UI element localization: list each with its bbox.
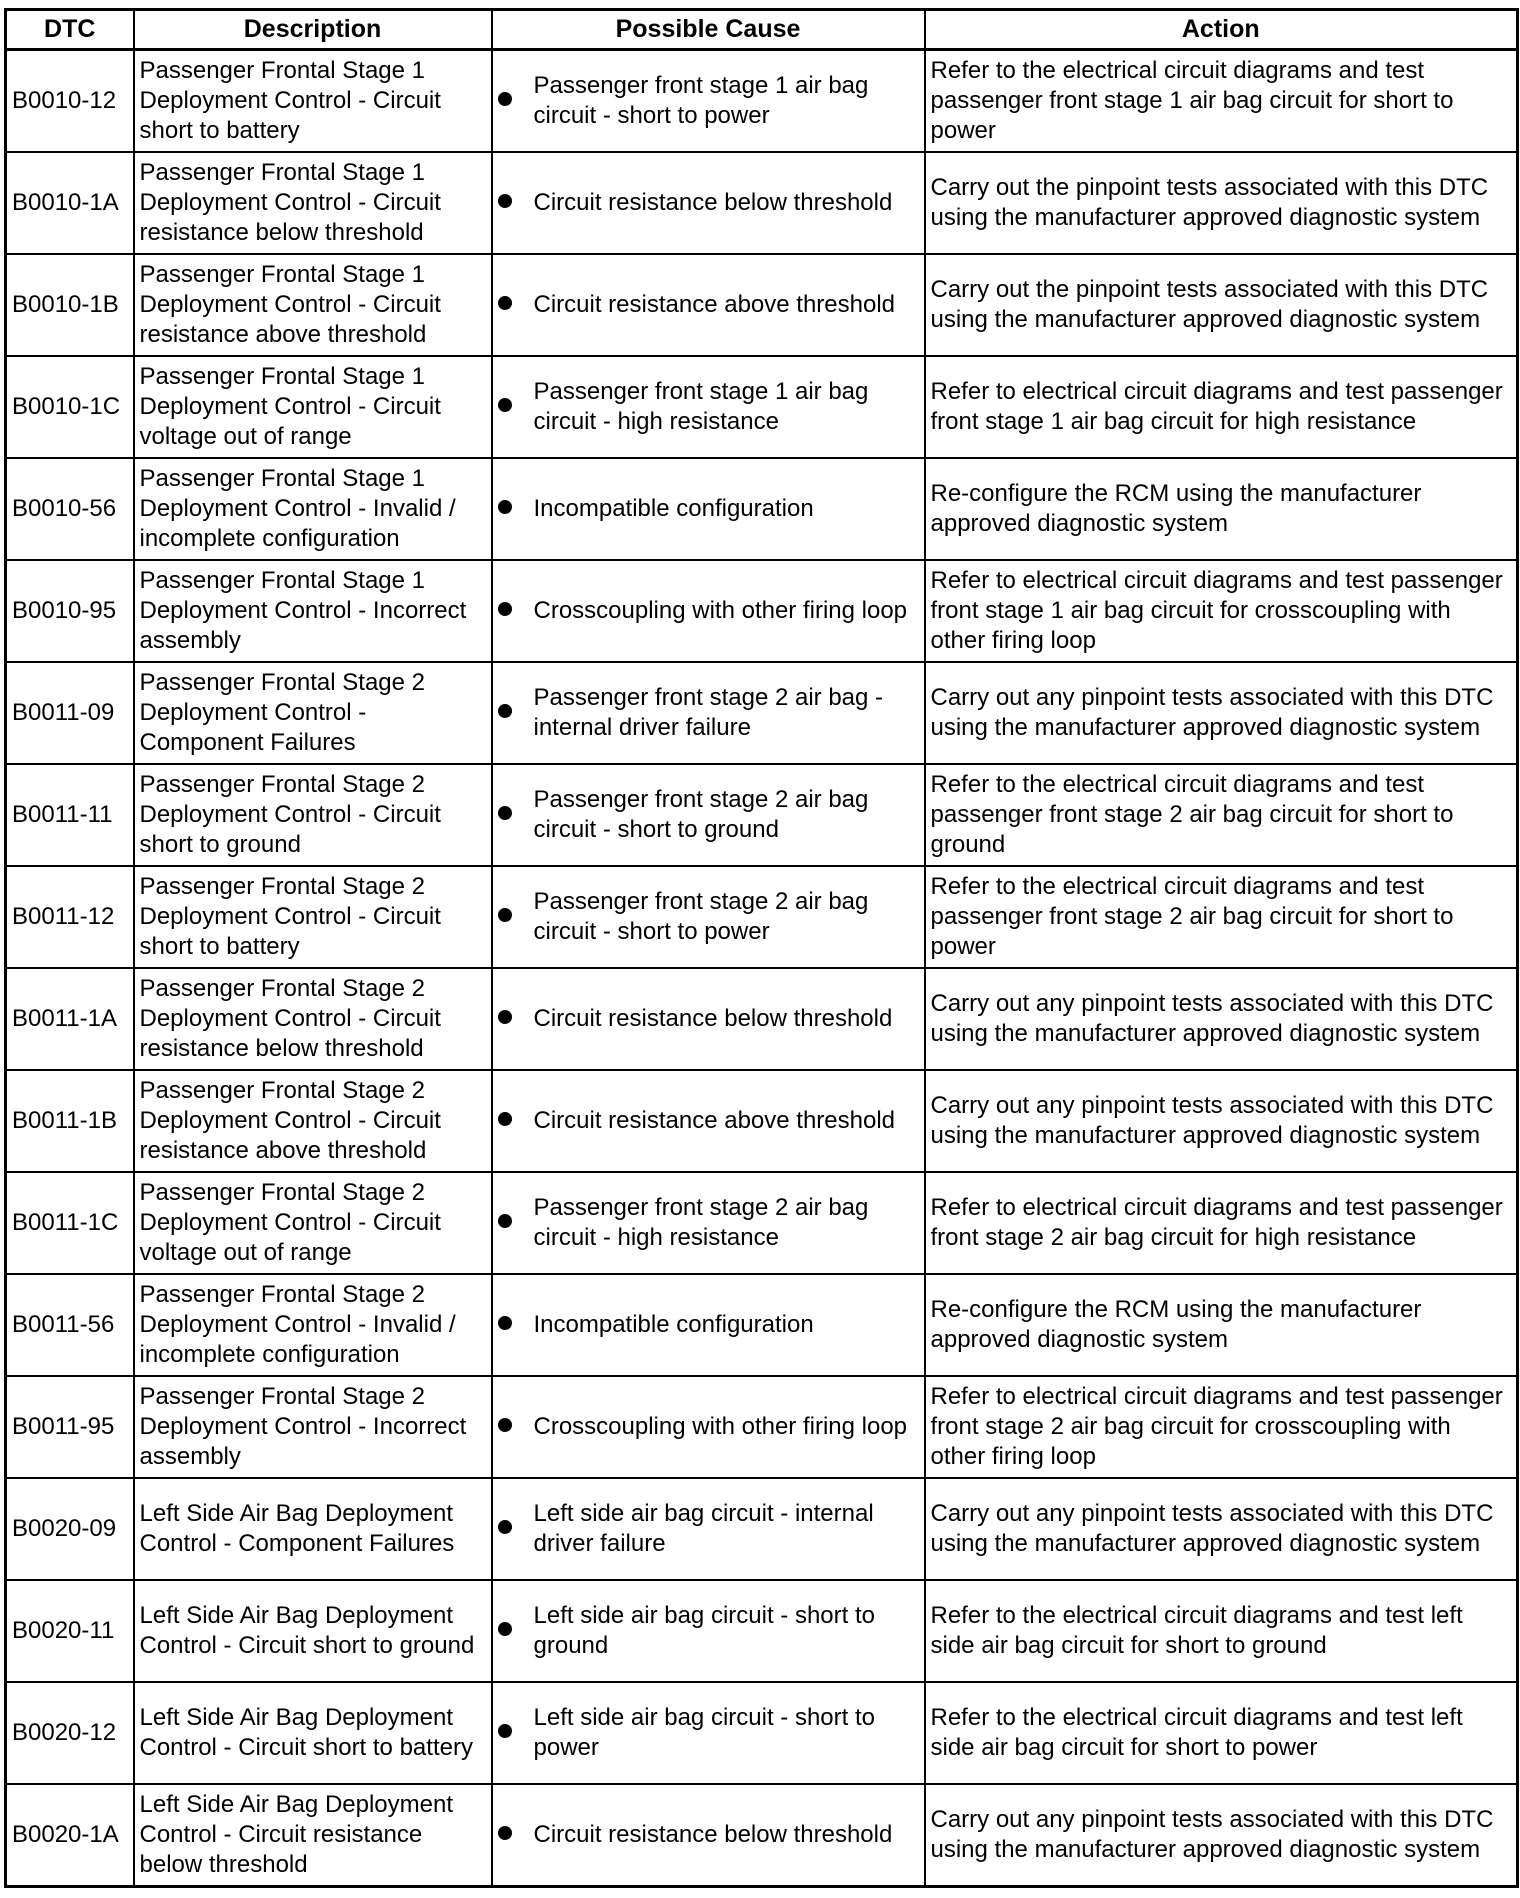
description-cell: Passenger Frontal Stage 1 Deployment Control - Circuit resistance below threshold xyxy=(134,152,492,254)
action-cell: Carry out the pinpoint tests associated with this DTC using the manufacturer approved diagnostic system xyxy=(925,254,1518,356)
table-row xyxy=(6,968,1518,1070)
action-cell: Carry out any pinpoint tests associated with this DTC using the manufacturer approved diagnostic system xyxy=(925,968,1518,1070)
header-action: Action xyxy=(925,10,1518,50)
possible-cause-text: Passenger front stage 1 air bag circuit - high resistance xyxy=(533,378,869,435)
header-row xyxy=(6,10,1518,50)
table-row xyxy=(6,458,1518,560)
description-cell: Passenger Frontal Stage 1 Deployment Control - Invalid / incomplete configuration xyxy=(134,458,492,560)
bullet-icon xyxy=(498,1010,512,1024)
possible-cause-cell xyxy=(492,968,925,1070)
bullet-icon xyxy=(498,1826,512,1840)
table-row xyxy=(6,1580,1518,1682)
table-row xyxy=(6,1172,1518,1274)
possible-cause-text: Passenger front stage 1 air bag circuit - short to power xyxy=(533,72,869,129)
dtc-code-cell: B0011-1C xyxy=(6,1172,134,1274)
table-row xyxy=(6,1070,1518,1172)
dtc-code-cell: B0020-1A xyxy=(6,1784,134,1887)
possible-cause-cell xyxy=(492,1070,925,1172)
description-cell: Passenger Frontal Stage 2 Deployment Control - Component Failures xyxy=(134,662,492,764)
table-row xyxy=(6,152,1518,254)
dtc-code-cell: B0020-12 xyxy=(6,1682,134,1784)
description-cell: Left Side Air Bag Deployment Control - Component Failures xyxy=(134,1478,492,1580)
possible-cause-text: Incompatible configuration xyxy=(533,1311,814,1338)
bullet-icon xyxy=(498,704,512,718)
action-cell: Refer to the electrical circuit diagrams and test passenger front stage 1 air bag circuit for short to power xyxy=(925,50,1518,153)
description-cell: Passenger Frontal Stage 2 Deployment Control - Invalid / incomplete configuration xyxy=(134,1274,492,1376)
table-row xyxy=(6,560,1518,662)
header-possible-cause: Possible Cause xyxy=(492,10,925,50)
action-cell: Carry out any pinpoint tests associated with this DTC using the manufacturer approved diagnostic system xyxy=(925,1070,1518,1172)
table-header xyxy=(6,10,1518,50)
table-row xyxy=(6,866,1518,968)
dtc-code-cell: B0011-56 xyxy=(6,1274,134,1376)
possible-cause-text: Crosscoupling with other firing loop xyxy=(533,597,908,624)
action-cell: Re-configure the RCM using the manufacturer approved diagnostic system xyxy=(925,458,1518,560)
possible-cause-text: Circuit resistance below threshold xyxy=(533,1005,893,1032)
possible-cause-text: Left side air bag circuit - short to power xyxy=(533,1704,875,1761)
dtc-code-cell: B0010-12 xyxy=(6,50,134,153)
description-cell: Left Side Air Bag Deployment Control - Circuit short to battery xyxy=(134,1682,492,1784)
dtc-code-cell: B0011-09 xyxy=(6,662,134,764)
table-row xyxy=(6,662,1518,764)
possible-cause-text: Circuit resistance below threshold xyxy=(533,189,893,216)
possible-cause-cell xyxy=(492,1478,925,1580)
description-cell: Left Side Air Bag Deployment Control - Circuit resistance below threshold xyxy=(134,1784,492,1887)
possible-cause-cell xyxy=(492,662,925,764)
dtc-code-cell: B0010-1B xyxy=(6,254,134,356)
description-cell: Passenger Frontal Stage 2 Deployment Control - Incorrect assembly xyxy=(134,1376,492,1478)
bullet-icon xyxy=(498,92,512,106)
table-row xyxy=(6,1376,1518,1478)
table-row xyxy=(6,1784,1518,1887)
description-cell: Passenger Frontal Stage 2 Deployment Control - Circuit short to ground xyxy=(134,764,492,866)
bullet-icon xyxy=(498,1112,512,1126)
description-cell: Left Side Air Bag Deployment Control - Circuit short to ground xyxy=(134,1580,492,1682)
possible-cause-cell xyxy=(492,458,925,560)
table-row xyxy=(6,1274,1518,1376)
possible-cause-text: Passenger front stage 2 air bag - internal driver failure xyxy=(533,684,884,741)
action-cell: Refer to electrical circuit diagrams and test passenger front stage 1 air bag circuit for crosscoupling with other firing loop xyxy=(925,560,1518,662)
action-cell: Re-configure the RCM using the manufacturer approved diagnostic system xyxy=(925,1274,1518,1376)
bullet-icon xyxy=(498,1214,512,1228)
dtc-code-cell: B0020-09 xyxy=(6,1478,134,1580)
possible-cause-cell xyxy=(492,560,925,662)
possible-cause-cell xyxy=(492,866,925,968)
possible-cause-cell xyxy=(492,1172,925,1274)
action-cell: Refer to electrical circuit diagrams and test passenger front stage 2 air bag circuit for high resistance xyxy=(925,1172,1518,1274)
bullet-icon xyxy=(498,398,512,412)
action-cell: Carry out the pinpoint tests associated with this DTC using the manufacturer approved diagnostic system xyxy=(925,152,1518,254)
bullet-icon xyxy=(498,1724,512,1738)
description-cell: Passenger Frontal Stage 1 Deployment Control - Circuit resistance above threshold xyxy=(134,254,492,356)
bullet-icon xyxy=(498,500,512,514)
dtc-table xyxy=(4,8,1519,1888)
dtc-code-cell: B0010-1C xyxy=(6,356,134,458)
bullet-icon xyxy=(498,1520,512,1534)
action-cell: Refer to the electrical circuit diagrams and test passenger front stage 2 air bag circuit for short to power xyxy=(925,866,1518,968)
description-cell: Passenger Frontal Stage 2 Deployment Control - Circuit voltage out of range xyxy=(134,1172,492,1274)
possible-cause-cell xyxy=(492,1784,925,1887)
action-cell: Refer to electrical circuit diagrams and test passenger front stage 1 air bag circuit for high resistance xyxy=(925,356,1518,458)
bullet-icon xyxy=(498,1622,512,1636)
bullet-icon xyxy=(498,908,512,922)
action-cell: Refer to the electrical circuit diagrams and test left side air bag circuit for short to power xyxy=(925,1682,1518,1784)
dtc-document xyxy=(4,8,1516,1888)
possible-cause-text: Left side air bag circuit - internal driver failure xyxy=(533,1500,874,1557)
dtc-code-cell: B0011-1B xyxy=(6,1070,134,1172)
bullet-icon xyxy=(498,1316,512,1330)
possible-cause-text: Circuit resistance above threshold xyxy=(533,291,896,318)
description-cell: Passenger Frontal Stage 1 Deployment Control - Circuit short to battery xyxy=(134,50,492,153)
dtc-code-cell: B0010-95 xyxy=(6,560,134,662)
header-dtc: DTC xyxy=(6,10,134,50)
possible-cause-text: Circuit resistance below threshold xyxy=(533,1821,893,1848)
description-cell: Passenger Frontal Stage 2 Deployment Control - Circuit resistance above threshold xyxy=(134,1070,492,1172)
description-cell: Passenger Frontal Stage 2 Deployment Control - Circuit short to battery xyxy=(134,866,492,968)
dtc-code-cell: B0011-11 xyxy=(6,764,134,866)
description-cell: Passenger Frontal Stage 2 Deployment Control - Circuit resistance below threshold xyxy=(134,968,492,1070)
table-body xyxy=(6,50,1518,1887)
description-cell: Passenger Frontal Stage 1 Deployment Control - Incorrect assembly xyxy=(134,560,492,662)
possible-cause-cell xyxy=(492,50,925,153)
bullet-icon xyxy=(498,806,512,820)
possible-cause-cell xyxy=(492,254,925,356)
possible-cause-cell xyxy=(492,1376,925,1478)
possible-cause-cell xyxy=(492,764,925,866)
possible-cause-cell xyxy=(492,152,925,254)
table-row xyxy=(6,1682,1518,1784)
table-row xyxy=(6,1478,1518,1580)
bullet-icon xyxy=(498,602,512,616)
bullet-icon xyxy=(498,296,512,310)
action-cell: Carry out any pinpoint tests associated with this DTC using the manufacturer approved diagnostic system xyxy=(925,662,1518,764)
header-description: Description xyxy=(134,10,492,50)
possible-cause-text: Passenger front stage 2 air bag circuit - short to power xyxy=(533,888,869,945)
possible-cause-text: Passenger front stage 2 air bag circuit - high resistance xyxy=(533,1194,869,1251)
table-row xyxy=(6,356,1518,458)
possible-cause-text: Left side air bag circuit - short to ground xyxy=(533,1602,875,1659)
possible-cause-cell xyxy=(492,356,925,458)
possible-cause-text: Passenger front stage 2 air bag circuit - short to ground xyxy=(533,786,869,843)
possible-cause-cell xyxy=(492,1682,925,1784)
possible-cause-cell xyxy=(492,1274,925,1376)
possible-cause-cell xyxy=(492,1580,925,1682)
dtc-code-cell: B0010-56 xyxy=(6,458,134,560)
table-row xyxy=(6,50,1518,153)
dtc-code-cell: B0011-12 xyxy=(6,866,134,968)
table-row xyxy=(6,254,1518,356)
action-cell: Carry out any pinpoint tests associated with this DTC using the manufacturer approved diagnostic system xyxy=(925,1478,1518,1580)
dtc-code-cell: B0010-1A xyxy=(6,152,134,254)
dtc-code-cell: B0020-11 xyxy=(6,1580,134,1682)
bullet-icon xyxy=(498,1418,512,1432)
dtc-code-cell: B0011-95 xyxy=(6,1376,134,1478)
action-cell: Refer to the electrical circuit diagrams and test passenger front stage 2 air bag circuit for short to ground xyxy=(925,764,1518,866)
possible-cause-text: Crosscoupling with other firing loop xyxy=(533,1413,908,1440)
action-cell: Refer to electrical circuit diagrams and test passenger front stage 2 air bag circuit for crosscoupling with other firing loop xyxy=(925,1376,1518,1478)
bullet-icon xyxy=(498,194,512,208)
description-cell: Passenger Frontal Stage 1 Deployment Control - Circuit voltage out of range xyxy=(134,356,492,458)
possible-cause-text: Incompatible configuration xyxy=(533,495,814,522)
action-cell: Refer to the electrical circuit diagrams and test left side air bag circuit for short to ground xyxy=(925,1580,1518,1682)
possible-cause-text: Circuit resistance above threshold xyxy=(533,1107,896,1134)
action-cell: Carry out any pinpoint tests associated with this DTC using the manufacturer approved diagnostic system xyxy=(925,1784,1518,1887)
dtc-code-cell: B0011-1A xyxy=(6,968,134,1070)
table-row xyxy=(6,764,1518,866)
